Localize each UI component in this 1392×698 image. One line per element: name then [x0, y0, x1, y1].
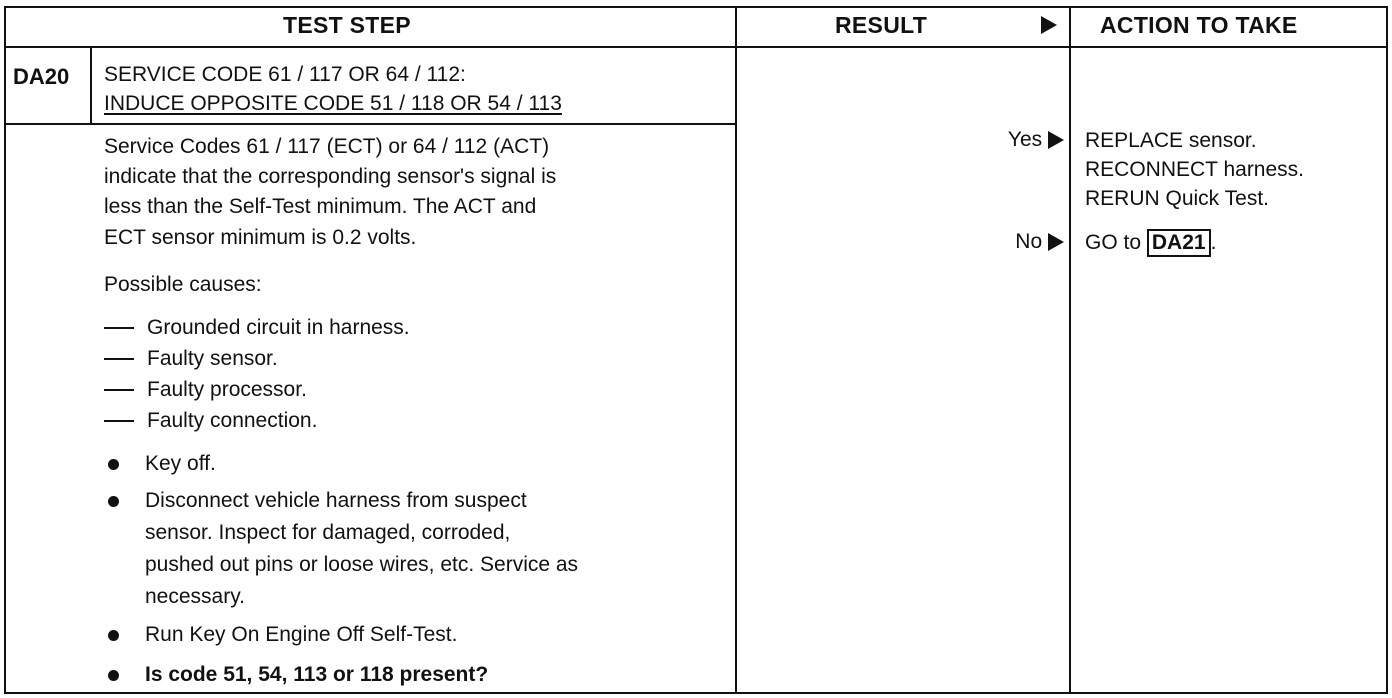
causes-list [104, 313, 410, 437]
result-no [960, 230, 1064, 254]
header-test-step: TEST STEP [283, 12, 411, 38]
action-no-prefix: GO to [1085, 231, 1142, 254]
header-rule [4, 46, 1388, 48]
action-line: RECONNECT harness. [1085, 158, 1305, 181]
bullet-run-self-test: Run Key On Engine Off Self-Test. [145, 619, 457, 651]
bullet-disconnect-harness: Disconnect vehicle harness from suspect sensor. Inspect for damaged, corroded, pushed out pins or loose wires, etc. Service as necessary. [145, 485, 578, 613]
step-title-rule [4, 123, 736, 125]
right-border [1386, 6, 1388, 694]
action-line: RERUN Quick Test. [1085, 187, 1269, 210]
bullet-icon [108, 670, 119, 681]
list-item: Faulty sensor. [104, 344, 410, 375]
result-yes-label: Yes [1007, 128, 1043, 151]
description-line: Service Codes 61 / 117 (ECT) or 64 / 112 (ACT) [104, 135, 550, 158]
list-item: Grounded circuit in harness. [104, 313, 410, 344]
result-yes-arrow-icon [1048, 131, 1064, 149]
step-reference-link[interactable]: DA21 [1147, 229, 1211, 257]
bottom-rule [4, 692, 1388, 694]
dash-mark [104, 420, 134, 422]
dash-mark [104, 389, 134, 391]
step-id: DA20 [13, 64, 70, 89]
step-title [104, 60, 562, 118]
step-description [104, 130, 556, 255]
result-no-label: No [1015, 230, 1043, 253]
description-line: indicate that the corresponding sensor's signal is [104, 165, 557, 188]
list-item: Faulty processor. [104, 375, 410, 406]
dash-mark [104, 327, 134, 329]
header-result: RESULT [835, 12, 928, 38]
bullet-icon [108, 496, 119, 507]
left-border [4, 6, 6, 694]
header-action-to-take: ACTION TO TAKE [1100, 12, 1298, 38]
action-yes [1085, 126, 1304, 213]
action-column-divider [1069, 6, 1071, 694]
result-yes [960, 128, 1064, 152]
bullet-question: Is code 51, 54, 113 or 118 present? [145, 659, 488, 691]
top-rule [4, 6, 1388, 8]
step-title-line-1: SERVICE CODE 61 / 117 OR 64 / 112: [104, 63, 466, 86]
causes-heading: Possible causes: [104, 273, 262, 296]
bullet-icon [108, 459, 119, 470]
action-line: REPLACE sensor. [1085, 129, 1257, 152]
result-no-arrow-icon [1048, 233, 1064, 251]
step-title-line-2: INDUCE OPPOSITE CODE 51 / 118 OR 54 / 113 [104, 92, 562, 115]
bullet-icon [108, 630, 119, 641]
description-line: ECT sensor minimum is 0.2 volts. [104, 226, 417, 249]
bullet-key-off: Key off. [145, 448, 216, 480]
list-item: Faulty connection. [104, 406, 410, 437]
result-column-divider [735, 6, 737, 694]
step-id-divider [90, 46, 92, 124]
description-line: less than the Self-Test minimum. The ACT and [104, 195, 537, 218]
action-no [1085, 228, 1216, 257]
header-arrow-icon [1041, 16, 1057, 34]
action-no-suffix: . [1210, 231, 1217, 254]
dash-mark [104, 358, 134, 360]
